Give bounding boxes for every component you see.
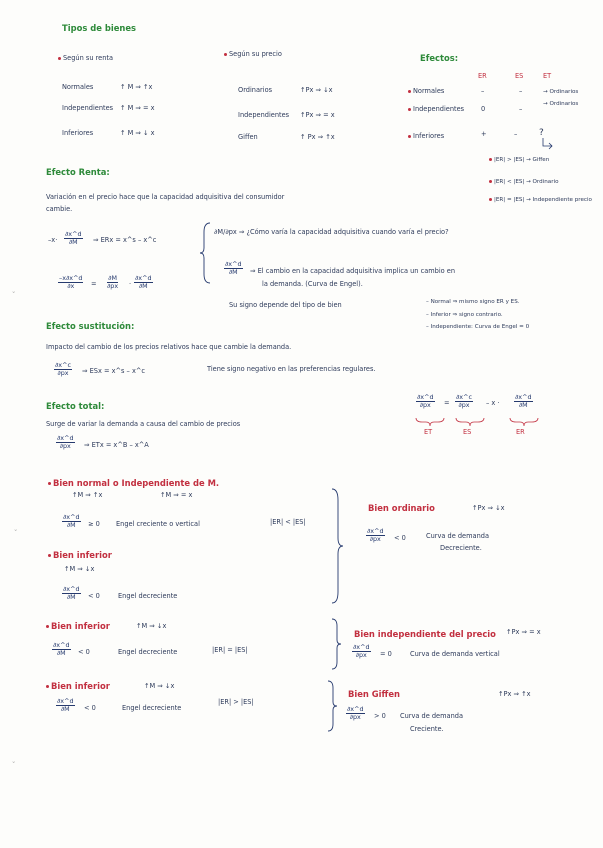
bien-fraction: $\frac{\partial x\^{}d}{\partial M}$ <box>63 585 80 601</box>
effects-row: Inferiores <box>408 133 444 141</box>
bien-note: Creciente. <box>410 725 444 733</box>
bien-fraction: $\frac{\partial x\^{}d}{\partial M}$ <box>57 697 74 713</box>
bien-fraction: $\frac{\partial x\^{}d}{\partial px}$ <box>353 643 370 659</box>
bien-fraction: $\frac{\partial x\^{}d}{\partial M}$ <box>53 641 70 657</box>
section-title-tipos: Tipos de bienes <box>62 23 136 33</box>
effects-er: + <box>481 130 487 138</box>
slutsky-label: ER <box>516 428 525 436</box>
bien-rel: ↑M ⇒ ↓x <box>136 622 167 630</box>
bien-note: Engel decreciente <box>122 704 182 712</box>
section-title-renta: Efecto Renta: <box>46 167 110 177</box>
bien-note: Engel creciente o vertical <box>116 520 200 528</box>
underbrace-icon <box>414 417 554 427</box>
bullet-dot <box>489 158 492 161</box>
effects-header-er: ER <box>478 72 487 80</box>
effects-er: – <box>481 87 485 95</box>
bien-rel: ↑Px ⇒ ↓x <box>472 504 505 512</box>
col1-row-label: Inferiores <box>62 129 94 137</box>
bien-cmp: |ER| < |ES| <box>270 518 306 526</box>
bien-note: Curva de demanda <box>400 712 463 720</box>
effects-header-et: ET <box>543 72 552 80</box>
margin-mark: ˘ <box>12 291 16 299</box>
col1-row-rel: ↑ M ⇒ ↑x <box>120 83 153 91</box>
sust-desc: Impacto del cambio de los precios relativos hace que cambie la demanda. <box>46 343 292 351</box>
slutsky-term: – x · <box>486 399 500 407</box>
bullet-dot <box>48 554 51 557</box>
down-arrow-icon <box>540 138 558 152</box>
bullet-dot <box>224 53 227 56</box>
renta-fraction: $\frac{\partial x\^{}d}{\partial M}$ <box>225 260 242 276</box>
bullet-dot <box>408 135 411 138</box>
bien-note: Engel decreciente <box>118 648 178 656</box>
renta-sign-item: – Independiente: Curva de Engel = 0 <box>426 324 530 330</box>
bien-sign: < 0 <box>88 592 100 600</box>
slutsky-equals: = <box>444 399 450 407</box>
effects-row: Independientes <box>408 106 464 114</box>
effects-note: |ER| = |ES| → Independiente precio <box>489 197 592 203</box>
effects-et: ? <box>539 128 544 138</box>
col2-row-rel: ↑Px ⇒ = x <box>300 111 335 119</box>
bien-sign: < 0 <box>394 534 406 542</box>
renta-fraction: $\frac{\partial M}{\partial px}$ <box>107 274 119 290</box>
total-fraction: $\frac{\partial x\^{}d}{\partial px}$ <box>57 434 74 450</box>
effects-es: – <box>514 130 518 138</box>
bien-normal-title: Bien normal o Independiente de M. <box>48 479 219 489</box>
renta-sign-item: – Normal ⇒ mismo signo ER y ES. <box>426 299 520 305</box>
brace-icon <box>330 618 342 670</box>
total-desc: Surge de variar la demanda a causa del cambio de precios <box>46 420 241 428</box>
effects-title: Efectos: <box>420 53 459 63</box>
sust-fraction: $\frac{\partial x\^{}c}{\partial px}$ <box>55 361 71 377</box>
renta-sign-item: – Inferior ⇒ signo contrario. <box>426 312 503 318</box>
renta-note: ⇒ El cambio en la capacidad adquisitiva implica un cambio en <box>250 267 456 275</box>
renta-formula-pre: –x· <box>48 236 58 244</box>
margin-mark: ˘ <box>14 529 18 537</box>
bien-note: Engel decreciente <box>118 592 178 600</box>
renta-note: la demanda. (Curva de Engel). <box>262 280 363 288</box>
bien-rel: ↑M ⇒ = x <box>160 491 193 499</box>
bien-cmp: |ER| > |ES| <box>218 698 254 706</box>
col1-row-label: Normales <box>62 83 94 91</box>
col1-row-label: Independientes <box>62 104 114 112</box>
bien-note: Decreciente. <box>440 544 482 552</box>
brace-icon <box>200 222 212 284</box>
renta-fraction: $\frac{\partial x\^{}d}{\partial M}$ <box>65 230 82 246</box>
total-formula-post: ⇒ ETx = x^B – x^A <box>84 441 149 449</box>
bien-rel: ↑M ⇒ ↓x <box>144 682 175 690</box>
bien-inferior-title: Bien inferior <box>46 682 110 692</box>
col2-row-label: Ordinarios <box>238 86 273 94</box>
bullet-dot <box>46 685 49 688</box>
effects-et: → Ordinarios <box>543 89 579 95</box>
bien-rel: ↑Px ⇒ = x <box>506 628 541 636</box>
bien-sign: < 0 <box>84 704 96 712</box>
bien-sign: < 0 <box>78 648 90 656</box>
bien-sign: = 0 <box>380 650 392 658</box>
slutsky-fraction: $\frac{\partial x\^{}d}{\partial px}$ <box>417 393 434 409</box>
bullet-dot <box>58 57 61 60</box>
slutsky-label: ET <box>424 428 433 436</box>
slutsky-fraction: $\frac{\partial x\^{}c}{\partial px}$ <box>456 393 472 409</box>
renta-fraction: $\frac{\partial x\^{}d}{\partial M}$ <box>135 274 152 290</box>
bien-fraction: $\frac{\partial x\^{}d}{\partial M}$ <box>63 513 80 529</box>
bullet-dot <box>408 90 411 93</box>
bien-inferior-title: Bien inferior <box>46 622 110 632</box>
bien-rel: ↑Px ⇒ ↑x <box>498 690 531 698</box>
renta-equals: = <box>91 280 97 288</box>
renta-desc: cambie. <box>46 205 73 213</box>
bullet-dot <box>489 198 492 201</box>
bien-note: Curva de demanda <box>426 532 489 540</box>
bullet-dot <box>489 180 492 183</box>
bien-note: Curva de demanda vertical <box>410 650 500 658</box>
effects-row: Normales <box>408 88 444 96</box>
bullet-dot <box>46 625 49 628</box>
col2-row-rel: ↑Px ⇒ ↓x <box>300 86 333 94</box>
col2-row-label: Giffen <box>238 133 258 141</box>
brace-icon <box>330 488 344 604</box>
bien-ordinario-title: Bien ordinario <box>368 503 435 513</box>
slutsky-fraction: $\frac{\partial x\^{}d}{\partial M}$ <box>515 393 532 409</box>
renta-dot: · <box>129 280 132 288</box>
col2-row-rel: ↑ Px ⇒ ↑x <box>300 133 335 141</box>
col1-subtitle: Según su renta <box>58 55 113 63</box>
bullet-dot <box>48 482 51 485</box>
bien-fraction: $\frac{\partial x\^{}d}{\partial px}$ <box>367 527 384 543</box>
effects-note: |ER| > |ES| → Giffen <box>489 157 549 163</box>
margin-mark: ˘ <box>12 761 16 769</box>
effects-es: – <box>519 87 523 95</box>
bien-inferior-title: Bien inferior <box>48 551 112 561</box>
brace-icon <box>326 680 338 732</box>
bullet-dot <box>408 108 411 111</box>
effects-es: – <box>519 105 523 113</box>
effects-header-es: ES <box>515 72 524 80</box>
sust-formula-post: ⇒ ESx = x^s – x^c <box>82 367 145 375</box>
bien-rel: ↑M ⇒ ↑x <box>72 491 103 499</box>
renta-fraction: $\frac{-x\partial x\^{}d}{\partial x}$ <box>59 274 83 290</box>
bien-sign: > 0 <box>374 712 386 720</box>
sust-sign: Tiene signo negativo en las preferencias regulares. <box>207 365 376 373</box>
col1-row-rel: ↑ M ⇒ ↓ x <box>120 129 155 137</box>
bien-independiente-precio-title: Bien independiente del precio <box>354 629 496 639</box>
bien-cmp: |ER| = |ES| <box>212 646 248 654</box>
section-title-total: Efecto total: <box>46 401 105 411</box>
renta-formula-post: ⇒ ERx = x^s – x^c <box>93 236 157 244</box>
slutsky-label: ES <box>463 428 472 436</box>
col2-subtitle: Según su precio <box>224 51 282 59</box>
renta-note: ∂M/∂px ⇒ ¿Cómo varía la capacidad adquisitiva cuando varía el precio? <box>214 228 449 236</box>
bien-sign: ≥ 0 <box>88 520 100 528</box>
effects-er: 0 <box>481 105 486 113</box>
renta-sign-note: Su signo depende del tipo de bien <box>229 301 342 309</box>
renta-desc: Variación en el precio hace que la capacidad adquisitiva del consumidor <box>46 193 285 201</box>
bien-fraction: $\frac{\partial x\^{}d}{\partial px}$ <box>347 705 364 721</box>
bien-giffen-title: Bien Giffen <box>348 689 400 699</box>
bien-rel: ↑M ⇒ ↓x <box>64 565 95 573</box>
section-title-sustitucion: Efecto sustitución: <box>46 321 135 331</box>
col2-row-label: Independientes <box>238 111 290 119</box>
effects-et: → Ordinarios <box>543 101 579 107</box>
col1-row-rel: ↑ M ⇒ = x <box>120 104 155 112</box>
effects-note: |ER| < |ES| → Ordinario <box>489 179 559 185</box>
